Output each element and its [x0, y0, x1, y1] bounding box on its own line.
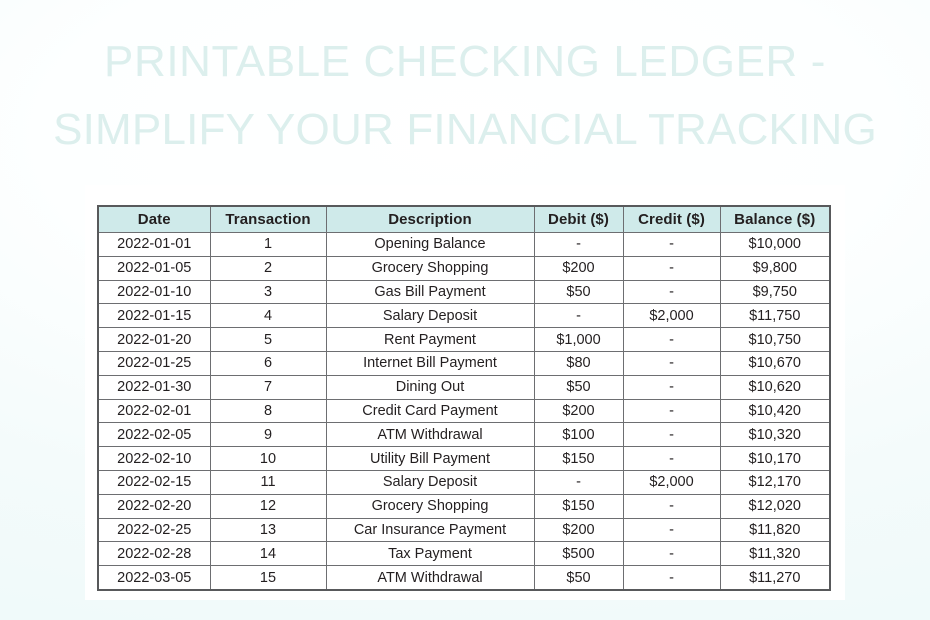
cell-date: 2022-02-05	[98, 423, 210, 447]
cell-credit: -	[623, 351, 720, 375]
cell-transaction: 5	[210, 328, 326, 352]
cell-transaction: 14	[210, 542, 326, 566]
cell-description: ATM Withdrawal	[326, 423, 534, 447]
cell-balance: $10,750	[720, 328, 830, 352]
cell-balance: $12,170	[720, 470, 830, 494]
table-row	[98, 256, 830, 280]
cell-transaction: 7	[210, 375, 326, 399]
cell-credit: -	[623, 375, 720, 399]
cell-balance: $11,270	[720, 566, 830, 590]
column-header-date: Date	[98, 206, 210, 233]
column-header-description: Description	[326, 206, 534, 233]
cell-transaction: 3	[210, 280, 326, 304]
cell-balance: $11,820	[720, 518, 830, 542]
cell-date: 2022-02-10	[98, 447, 210, 471]
table-row	[98, 447, 830, 471]
cell-debit: $80	[534, 351, 623, 375]
cell-credit: -	[623, 233, 720, 257]
cell-debit: $50	[534, 375, 623, 399]
cell-credit: $2,000	[623, 470, 720, 494]
cell-debit: $200	[534, 518, 623, 542]
table-row	[98, 423, 830, 447]
cell-transaction: 2	[210, 256, 326, 280]
cell-debit: $150	[534, 494, 623, 518]
column-header-credit: Credit ($)	[623, 206, 720, 233]
cell-date: 2022-01-25	[98, 351, 210, 375]
cell-credit: -	[623, 399, 720, 423]
cell-description: Gas Bill Payment	[326, 280, 534, 304]
cell-balance: $12,020	[720, 494, 830, 518]
cell-credit: -	[623, 447, 720, 471]
cell-debit: $1,000	[534, 328, 623, 352]
cell-description: Rent Payment	[326, 328, 534, 352]
table-row	[98, 280, 830, 304]
page-title-line-1: PRINTABLE CHECKING LEDGER -	[104, 37, 826, 86]
table-row	[98, 351, 830, 375]
cell-description: Grocery Shopping	[326, 256, 534, 280]
cell-credit: -	[623, 542, 720, 566]
cell-date: 2022-01-01	[98, 233, 210, 257]
cell-debit: $50	[534, 280, 623, 304]
cell-date: 2022-01-10	[98, 280, 210, 304]
cell-credit: -	[623, 494, 720, 518]
cell-debit: $200	[534, 399, 623, 423]
table-row	[98, 233, 830, 257]
cell-description: Salary Deposit	[326, 304, 534, 328]
cell-debit: $150	[534, 447, 623, 471]
cell-transaction: 9	[210, 423, 326, 447]
cell-description: ATM Withdrawal	[326, 566, 534, 590]
cell-description: Credit Card Payment	[326, 399, 534, 423]
cell-date: 2022-02-28	[98, 542, 210, 566]
cell-description: Utility Bill Payment	[326, 447, 534, 471]
page-title	[45, 28, 885, 164]
table-body	[98, 233, 830, 590]
cell-credit: -	[623, 518, 720, 542]
cell-credit: -	[623, 280, 720, 304]
table-row	[98, 399, 830, 423]
column-header-debit: Debit ($)	[534, 206, 623, 233]
cell-description: Grocery Shopping	[326, 494, 534, 518]
cell-balance: $10,620	[720, 375, 830, 399]
cell-debit: $50	[534, 566, 623, 590]
table-row	[98, 566, 830, 590]
column-header-balance: Balance ($)	[720, 206, 830, 233]
cell-date: 2022-02-20	[98, 494, 210, 518]
cell-date: 2022-01-05	[98, 256, 210, 280]
page-title-line-2: SIMPLIFY YOUR FINANCIAL TRACKING	[53, 105, 877, 155]
cell-date: 2022-02-15	[98, 470, 210, 494]
cell-date: 2022-01-15	[98, 304, 210, 328]
cell-balance: $10,170	[720, 447, 830, 471]
cell-description: Car Insurance Payment	[326, 518, 534, 542]
table-row	[98, 375, 830, 399]
table-row	[98, 518, 830, 542]
cell-balance: $10,000	[720, 233, 830, 257]
cell-description: Dining Out	[326, 375, 534, 399]
cell-credit: -	[623, 328, 720, 352]
cell-balance: $11,750	[720, 304, 830, 328]
cell-description: Opening Balance	[326, 233, 534, 257]
cell-date: 2022-02-01	[98, 399, 210, 423]
cell-date: 2022-01-30	[98, 375, 210, 399]
cell-transaction: 12	[210, 494, 326, 518]
cell-date: 2022-03-05	[98, 566, 210, 590]
table-row	[98, 328, 830, 352]
cell-debit: $100	[534, 423, 623, 447]
cell-description: Salary Deposit	[326, 470, 534, 494]
cell-debit: -	[534, 304, 623, 328]
cell-transaction: 8	[210, 399, 326, 423]
cell-balance: $9,800	[720, 256, 830, 280]
cell-credit: -	[623, 566, 720, 590]
cell-description: Internet Bill Payment	[326, 351, 534, 375]
cell-transaction: 4	[210, 304, 326, 328]
cell-transaction: 13	[210, 518, 326, 542]
cell-credit: -	[623, 256, 720, 280]
cell-balance: $10,670	[720, 351, 830, 375]
table-header-row	[98, 206, 830, 233]
table-row	[98, 494, 830, 518]
column-header-transaction: Transaction	[210, 206, 326, 233]
cell-debit: $200	[534, 256, 623, 280]
cell-transaction: 15	[210, 566, 326, 590]
cell-date: 2022-01-20	[98, 328, 210, 352]
table-row	[98, 304, 830, 328]
cell-debit: -	[534, 470, 623, 494]
cell-transaction: 11	[210, 470, 326, 494]
cell-description: Tax Payment	[326, 542, 534, 566]
cell-debit: $500	[534, 542, 623, 566]
checking-ledger-table	[97, 205, 831, 591]
cell-credit: $2,000	[623, 304, 720, 328]
cell-balance: $9,750	[720, 280, 830, 304]
cell-balance: $10,320	[720, 423, 830, 447]
cell-transaction: 1	[210, 233, 326, 257]
cell-balance: $11,320	[720, 542, 830, 566]
cell-transaction: 10	[210, 447, 326, 471]
table-row	[98, 470, 830, 494]
cell-date: 2022-02-25	[98, 518, 210, 542]
table-row	[98, 542, 830, 566]
cell-debit: -	[534, 233, 623, 257]
cell-transaction: 6	[210, 351, 326, 375]
cell-credit: -	[623, 423, 720, 447]
cell-balance: $10,420	[720, 399, 830, 423]
